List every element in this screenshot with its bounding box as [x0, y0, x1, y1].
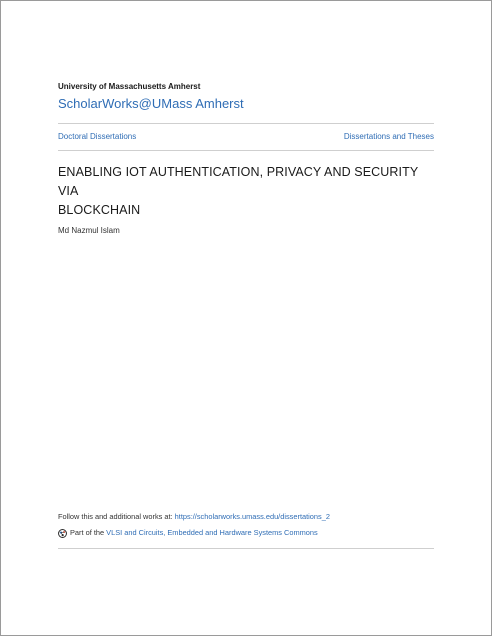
network-icon — [58, 529, 67, 538]
cover-header — [58, 82, 434, 236]
document-title-line1: ENABLING IOT AUTHENTICATION, PRIVACY AND SECURITY VIA — [58, 165, 419, 198]
author-name: Md Nazmul Islam — [58, 226, 120, 235]
part-prefix: Part of the — [70, 528, 105, 537]
university-name: University of Massachusetts Amherst — [58, 82, 201, 91]
breadcrumb-dissertations-and-theses[interactable]: Dissertations and Theses — [343, 132, 434, 141]
divider-bottom — [58, 548, 434, 549]
repository-link[interactable]: ScholarWorks@UMass Amherst — [58, 96, 244, 111]
breadcrumb-doctoral-dissertations[interactable]: Doctoral Dissertations — [58, 132, 137, 141]
document-title — [58, 163, 434, 220]
divider-middle — [58, 150, 434, 151]
breadcrumb — [58, 124, 434, 150]
follow-line — [58, 512, 434, 522]
commons-link[interactable]: VLSI and Circuits, Embedded and Hardware Systems Commons — [106, 528, 318, 537]
follow-url-link[interactable]: https://scholarworks.umass.edu/dissertations_2 — [174, 512, 330, 521]
document-title-line2: BLOCKCHAIN — [58, 203, 141, 217]
cover-footer — [58, 512, 434, 549]
part-of-line — [58, 528, 434, 538]
follow-prefix: Follow this and additional works at: — [58, 512, 175, 521]
